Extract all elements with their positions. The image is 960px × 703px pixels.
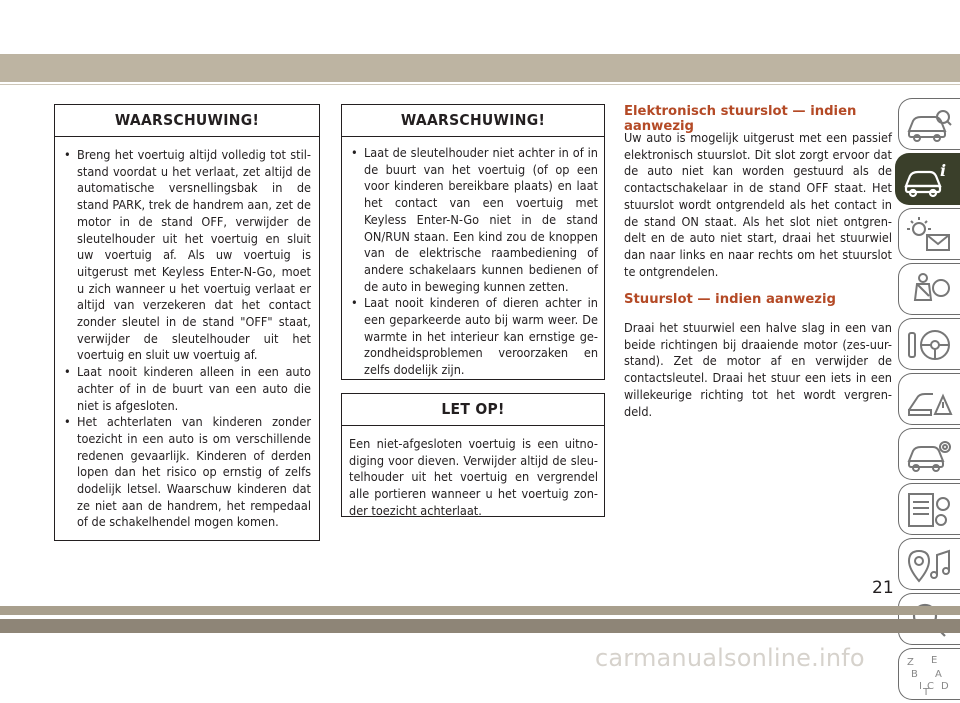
warning-title: WAARSCHUWING! xyxy=(342,105,604,137)
warning-title: WAARSCHUWING! xyxy=(55,105,319,137)
footer-band-dark xyxy=(0,619,960,633)
watermark: carmanualsonline.info xyxy=(595,644,865,672)
tab-multimedia[interactable] xyxy=(898,538,960,590)
tab-warning-lights[interactable] xyxy=(898,208,960,260)
tab-safety[interactable] xyxy=(898,263,960,315)
tab-service[interactable] xyxy=(898,428,960,480)
warning-item: • Laat nooit kinderen of dieren achter in een geparkeerde auto bij warm weer. De warmte in het interieur kan ernstige ge-zondheidsproblemen veroorzaken en zelfs dodelijk zijn. xyxy=(348,295,598,379)
warning-item: • Het achterlaten van kinderen zonder toezicht in een auto is om verschillende redenen gevaarlijk. Kinderen of derden lopen dan het risico op ernstig of zelfs dodelijk letsel. Waarschuw kinderen dat ze niet aan de handrem, het rempedaal of de schakelhendel mogen komen. xyxy=(61,414,311,531)
index-icon xyxy=(905,655,953,695)
tab-driving[interactable] xyxy=(898,318,960,370)
multimedia-icon xyxy=(905,545,953,585)
car-service-icon xyxy=(905,435,953,475)
section-heading-electronic-lock: Elektronisch stuurslot — indien aanwezig xyxy=(624,104,857,134)
caution-box xyxy=(341,393,605,517)
index-letter: B xyxy=(911,669,918,680)
index-letter: E xyxy=(931,655,938,666)
specifications-icon xyxy=(905,490,953,530)
tab-specifications[interactable] xyxy=(898,483,960,535)
warning-item: • Breng het voertuig altijd volledig tot stil-stand voordat u het verlaat, zet altijd de automatische versnellingsbak in de stand PARK, trek de handrem aan, zet de motor in de stand OFF, verwijder de sleutelhouder uit het voertuig en sluit uw voertuig af. Als uw voertuig is uitgerust met Keyless Enter-N-Go, moet u zich wanneer u het voertuig verlaat er altijd van verzekeren dat het contact zonder sleutel in de stand "OFF" staat, verwijder de sleutelhouder uit het voertuig en sluit uw voertuig af. xyxy=(61,147,311,364)
index-letter: I xyxy=(919,681,922,692)
warning-item: • Laat nooit kinderen alleen in een auto achter of in de buurt van een auto die niet is afgesloten. xyxy=(61,364,311,414)
roadside-warning-icon xyxy=(905,380,953,420)
warning-item: • Laat de sleutelhouder niet achter in of in de buurt van het voertuig (of op een voor kinderen bereikbare plaats) en laat het contact van een voertuig met Keyless Enter-N-Go niet in de stand ON/RUN staan. Een kind zou de knoppen van de elektrische raambediening of andere schakelaars kunnen bedienen of de auto in beweging kunnen zetten. xyxy=(348,145,598,295)
seatbelt-airbag-icon xyxy=(905,270,953,310)
index-letter: A xyxy=(935,669,942,680)
tab-emergency[interactable] xyxy=(898,373,960,425)
header-band xyxy=(0,54,960,82)
svg-text:i: i xyxy=(940,161,947,180)
index-letter: T xyxy=(923,687,930,695)
warning-list xyxy=(55,137,319,531)
car-info-icon xyxy=(902,160,950,200)
steering-wheel-icon xyxy=(905,325,953,365)
index-letter: C xyxy=(927,681,934,692)
caution-text: Een niet-afgesloten voertuig is een uitno-diging voor dieven. Verwijder altijd de sleu-telhouder uit het voertuig en vergrendel alle portieren wanneer u het voertuig zon-der toezicht achterlaat. xyxy=(349,436,598,518)
section-text-steering-lock: Draai het stuurwiel een halve slag in een van beide richtingen bij draaiende motor (zes-uur-stand). Zet de motor af en verwijder de contactsleutel. Draai het stuur een iets in een willekeurige richting tot het wordt vergren-deld. xyxy=(624,320,892,419)
footer-band xyxy=(0,606,960,615)
car-magnifier-icon xyxy=(905,105,953,145)
tab-index[interactable] xyxy=(898,648,960,700)
warning-box-middle xyxy=(341,104,605,380)
caution-title: LET OP! xyxy=(342,394,604,426)
warning-light-icon xyxy=(905,215,953,255)
header-rule xyxy=(0,84,960,85)
warning-box-left xyxy=(54,104,320,541)
section-heading-steering-lock: Stuurslot — indien aanwezig xyxy=(624,292,836,307)
index-letter: Z xyxy=(907,657,914,668)
section-text-electronic-lock: Uw auto is mogelijk uitgerust met een passief elektronisch stuurslot. Dit slot zorgt ervoor dat de auto niet kan worden gestuurd als de contactschakelaar in de stand OFF staat. Het stuurslot wordt ontgrendeld als het contact in de stand ON staat. Als het slot niet ontgren-delt en de auto niet start, draai het stuurwiel dan naar links en naar rechts om het stuurslot te ontgrendelen. xyxy=(624,130,892,279)
tab-car-info[interactable] xyxy=(895,153,960,205)
index-letter: D xyxy=(941,681,949,692)
tab-car-magnifier[interactable] xyxy=(898,98,960,150)
warning-list xyxy=(342,137,604,379)
page-number: 21 xyxy=(872,578,894,598)
